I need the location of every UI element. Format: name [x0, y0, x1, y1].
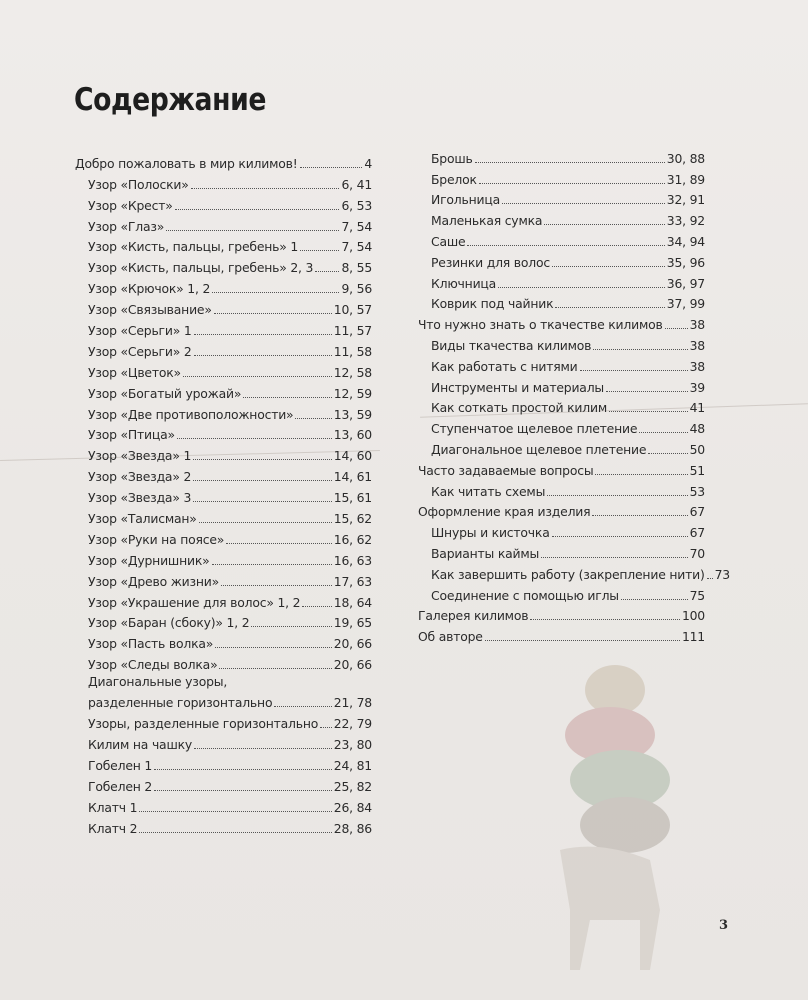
toc-entry-page: 19, 65	[333, 615, 372, 631]
toc-entry-label: Узор «Звезда» 1	[88, 448, 192, 464]
toc-entry-label: Узор «Баран (сбоку)» 1, 2	[88, 615, 250, 631]
toc-entry-page: 15, 61	[333, 490, 372, 506]
toc-entry-page: 21, 78	[333, 695, 372, 711]
toc-entry-page: 18, 64	[333, 594, 372, 610]
toc-entry-label: Об авторе	[418, 629, 483, 645]
dot-leader	[552, 266, 665, 267]
dot-leader	[547, 495, 687, 496]
toc-entry[interactable]	[75, 505, 372, 526]
toc-entry-label: Узор «Серьги» 1	[88, 323, 192, 339]
toc-entry-label: Узор «Звезда» 3	[88, 490, 192, 506]
toc-entry-page: 34, 94	[666, 233, 705, 249]
dot-leader	[191, 188, 340, 189]
toc-entry-page: 20, 66	[333, 636, 372, 652]
toc-entry-page: 50	[689, 441, 705, 457]
toc-entry[interactable]	[75, 484, 372, 505]
toc-entry[interactable]	[75, 213, 372, 234]
toc-entry-label: Диагональное щелевое плетение	[431, 441, 647, 457]
toc-entry-label: Узор «Серьги» 2	[88, 343, 192, 359]
toc-entry-label: Узор «Крючок» 1, 2	[88, 281, 211, 297]
dot-leader	[502, 203, 665, 204]
dot-leader	[580, 370, 688, 371]
camel-kilim-decoration-image	[540, 650, 690, 980]
dot-leader	[498, 287, 665, 288]
toc-entry-label: Клатч 1	[88, 799, 138, 815]
toc-entry-page: 67	[689, 525, 705, 541]
toc-entry-label: Узор «Кисть, пальцы, гребень» 1	[88, 239, 299, 255]
dot-leader	[639, 432, 687, 433]
toc-entry[interactable]	[75, 610, 372, 631]
toc-entry-page: 70	[689, 545, 705, 561]
dot-leader	[315, 271, 339, 272]
toc-entry-label: Что нужно знать о ткачестве килимов	[418, 317, 663, 333]
toc-entry[interactable]	[418, 291, 705, 312]
toc-entry-page: 9, 56	[341, 281, 372, 297]
toc-entry-page: 15, 62	[333, 511, 372, 527]
toc-entry-label: Брошь	[431, 150, 473, 166]
toc-entry[interactable]	[418, 228, 705, 249]
dot-leader	[177, 438, 332, 439]
toc-entry[interactable]	[418, 623, 705, 644]
toc-entry-page: 38	[689, 317, 705, 333]
toc-entry[interactable]	[418, 311, 705, 332]
toc-entry-page: 7, 54	[341, 239, 372, 255]
dot-leader	[609, 411, 688, 412]
dot-leader	[320, 727, 332, 728]
toc-entry-page: 23, 80	[333, 736, 372, 752]
toc-entry-page: 32, 91	[666, 192, 705, 208]
toc-entry[interactable]	[418, 166, 705, 187]
toc-entry-label: Ключница	[431, 275, 497, 291]
toc-entry-page: 51	[689, 462, 705, 478]
toc-entry-label: Узор «Украшение для волос» 1, 2	[88, 594, 301, 610]
toc-entry-label: Узор «Полоски»	[88, 176, 189, 192]
dot-leader	[541, 557, 688, 558]
dot-leader	[212, 564, 332, 565]
dot-leader	[221, 585, 332, 586]
toc-entry[interactable]	[418, 603, 705, 624]
page-title: Содержание	[74, 82, 266, 118]
dot-leader	[183, 376, 332, 377]
toc-entry-page: 73	[714, 566, 730, 582]
toc-entry-page: 16, 62	[333, 531, 372, 547]
toc-entry-label: Узоры, разделенные горизонтально	[88, 716, 319, 732]
toc-entry-label: Коврик под чайник	[431, 296, 554, 312]
toc-entry[interactable]	[75, 526, 372, 547]
toc-entry-page: 67	[689, 504, 705, 520]
dot-leader	[665, 328, 688, 329]
toc-entry-page: 13, 60	[333, 427, 372, 443]
toc-entry-page: 11, 57	[333, 323, 372, 339]
toc-entry[interactable]	[75, 338, 372, 359]
toc-entry-page: 20, 66	[333, 657, 372, 673]
toc-entry-label: Узор «Птица»	[88, 427, 175, 443]
dot-leader	[139, 811, 332, 812]
dot-leader	[154, 790, 332, 791]
toc-entry-page: 48	[689, 421, 705, 437]
toc-entry-page: 28, 86	[333, 820, 372, 836]
toc-entry-label: Узор «Глаз»	[88, 218, 165, 234]
dot-leader	[243, 397, 332, 398]
toc-entry-label: Брелок	[431, 171, 477, 187]
dot-leader	[139, 832, 332, 833]
dot-leader	[215, 647, 332, 648]
toc-entry[interactable]	[75, 359, 372, 380]
dot-leader	[212, 292, 339, 293]
dot-leader	[166, 230, 339, 231]
toc-entry-page: 100	[681, 608, 705, 624]
toc-entry-page: 33, 92	[666, 213, 705, 229]
toc-entry-label: Узор «Крест»	[88, 197, 173, 213]
toc-entry[interactable]	[75, 401, 372, 422]
toc-entry-page: 111	[681, 629, 705, 645]
dot-leader	[193, 501, 332, 502]
toc-entry-page: 8, 55	[341, 260, 372, 276]
toc-entry[interactable]	[75, 630, 372, 651]
toc-entry[interactable]	[418, 540, 705, 561]
dot-leader	[552, 536, 688, 537]
toc-entry[interactable]	[418, 270, 705, 291]
toc-entry-page: 6, 41	[341, 176, 372, 192]
dot-leader	[300, 167, 363, 168]
toc-entry[interactable]	[418, 415, 705, 436]
toc-entry-page: 12, 59	[333, 385, 372, 401]
toc-entry-label: Узор «Дурнишник»	[88, 552, 210, 568]
toc-entry[interactable]	[75, 651, 372, 672]
dot-leader	[592, 515, 687, 516]
toc-entry[interactable]	[75, 275, 372, 296]
toc-entry[interactable]	[75, 317, 372, 338]
toc-entry[interactable]	[418, 519, 705, 540]
toc-entry-page: 14, 61	[333, 469, 372, 485]
toc-entry[interactable]	[75, 672, 372, 689]
toc-entry-label: Гобелен 2	[88, 778, 153, 794]
toc-entry-label: Галерея килимов	[418, 608, 529, 624]
toc-entry-label: Гобелен 1	[88, 757, 153, 773]
dot-leader	[194, 334, 332, 335]
toc-entry[interactable]	[418, 207, 705, 228]
dot-leader	[621, 599, 688, 600]
toc-entry-label: Игольница	[431, 192, 500, 208]
toc-entry-page: 41	[689, 400, 705, 416]
toc-entry-label: Килим на чашку	[88, 736, 193, 752]
dot-leader	[199, 522, 332, 523]
dot-leader	[544, 224, 665, 225]
toc-entry[interactable]	[418, 249, 705, 270]
dot-leader	[606, 391, 688, 392]
dot-leader	[648, 453, 687, 454]
dot-leader	[154, 769, 332, 770]
dot-leader	[219, 668, 331, 669]
toc-entry-label: Саше	[431, 233, 466, 249]
toc-entry-page: 38	[689, 358, 705, 374]
toc-entry[interactable]	[418, 145, 705, 166]
toc-entry-page: 31, 89	[666, 171, 705, 187]
toc-entry-label: Соединение с помощью иглы	[431, 587, 619, 603]
dot-leader	[251, 626, 331, 627]
toc-entry[interactable]	[418, 353, 705, 374]
toc-entry-label: Как читать схемы	[431, 483, 546, 499]
toc-entry[interactable]	[75, 773, 372, 794]
toc-entry-page: 26, 84	[333, 799, 372, 815]
toc-entry-page: 13, 59	[333, 406, 372, 422]
toc-entry-label: Как соткать простой килим	[431, 400, 607, 416]
toc-entry-label: Узор «Древо жизни»	[88, 573, 220, 589]
toc-entry[interactable]	[75, 380, 372, 401]
toc-entry[interactable]	[418, 187, 705, 208]
toc-entry[interactable]	[75, 710, 372, 731]
toc-entry-page: 53	[689, 483, 705, 499]
toc-entry-label: Узор «Кисть, пальцы, гребень» 2, 3	[88, 260, 314, 276]
dot-leader	[295, 418, 331, 419]
toc-entry-label: Как работать с нитями	[431, 358, 578, 374]
dot-leader	[226, 543, 332, 544]
toc-entry-page: 10, 57	[333, 302, 372, 318]
toc-entry[interactable]	[75, 794, 372, 815]
dot-leader	[175, 209, 340, 210]
toc-entry-label: Шнуры и кисточка	[431, 525, 550, 541]
toc-entry[interactable]	[418, 332, 705, 353]
toc-entry-label: Варианты каймы	[431, 545, 540, 561]
dot-leader	[530, 619, 680, 620]
toc-entry-label: Узор «Богатый урожай»	[88, 385, 242, 401]
toc-entry[interactable]	[75, 589, 372, 610]
toc-entry-page: 38	[689, 337, 705, 353]
toc-entry-label: Маленькая сумка	[431, 213, 543, 229]
toc-entry[interactable]	[418, 582, 705, 603]
dot-leader	[194, 748, 332, 749]
toc-entry-label: Резинки для волос	[431, 254, 550, 270]
toc-entry-page: 30, 88	[666, 150, 705, 166]
toc-entry-label: Узор «Руки на поясе»	[88, 531, 225, 547]
toc-entry-label: Узор «Следы волка»	[88, 657, 218, 673]
toc-entry[interactable]	[418, 499, 705, 520]
toc-entry-page: 24, 81	[333, 757, 372, 773]
toc-entry[interactable]	[75, 442, 372, 463]
dot-leader	[193, 480, 332, 481]
dot-leader	[193, 459, 332, 460]
toc-entry[interactable]	[75, 752, 372, 773]
toc-entry[interactable]	[75, 731, 372, 752]
dot-leader	[593, 349, 687, 350]
toc-entry-label: Добро пожаловать в мир килимов!	[75, 155, 298, 171]
toc-entry-page: 7, 54	[341, 218, 372, 234]
dot-leader	[479, 183, 665, 184]
toc-entry-label: Узор «Связывание»	[88, 302, 212, 318]
toc-entry-label: Узор «Талисман»	[88, 511, 197, 527]
toc-entry-label: Узор «Пасть волка»	[88, 636, 214, 652]
toc-entry-label: Инструменты и материалы	[431, 379, 604, 395]
toc-entry-label: Клатч 2	[88, 820, 138, 836]
toc-entry-label: Виды ткачества килимов	[431, 337, 592, 353]
toc-entry[interactable]	[75, 296, 372, 317]
toc-entry[interactable]	[418, 374, 705, 395]
toc-entry[interactable]	[418, 561, 730, 582]
dot-leader	[194, 355, 332, 356]
toc-entry[interactable]	[75, 463, 372, 484]
dot-leader	[300, 250, 339, 251]
toc-entry[interactable]	[75, 689, 372, 710]
toc-entry[interactable]	[75, 254, 372, 275]
page-number: 3	[719, 918, 729, 933]
toc-entry-page: 36, 97	[666, 275, 705, 291]
toc-entry[interactable]	[75, 422, 372, 443]
toc-left-column	[75, 150, 372, 836]
toc-entry-page: 12, 58	[333, 364, 372, 380]
toc-entry-label: Узор «Цветок»	[88, 364, 181, 380]
toc-right-column	[418, 145, 730, 645]
dot-leader	[467, 245, 664, 246]
toc-entry-page: 4	[364, 155, 372, 171]
toc-entry[interactable]	[418, 457, 705, 478]
toc-entry-page: 25, 82	[333, 778, 372, 794]
toc-entry[interactable]	[75, 568, 372, 589]
toc-entry-label: Оформление края изделия	[418, 504, 591, 520]
toc-entry[interactable]	[418, 478, 705, 499]
toc-entry-label: Диагональные узоры,	[88, 674, 228, 690]
toc-entry-page: 39	[689, 379, 705, 395]
toc-entry[interactable]	[75, 171, 372, 192]
toc-entry[interactable]	[75, 234, 372, 255]
toc-entry-page: 16, 63	[333, 552, 372, 568]
toc-entry-page: 11, 58	[333, 343, 372, 359]
toc-entry[interactable]	[75, 192, 372, 213]
toc-entry-page: 75	[689, 587, 705, 603]
toc-entry-label: Узор «Звезда» 2	[88, 469, 192, 485]
toc-entry[interactable]	[75, 815, 372, 836]
dot-leader	[302, 606, 331, 607]
toc-entry[interactable]	[418, 436, 705, 457]
toc-entry-page: 14, 60	[333, 448, 372, 464]
toc-entry-label: Узор «Две противоположности»	[88, 406, 294, 422]
toc-entry-label: разделенные горизонтально	[88, 695, 273, 711]
toc-entry[interactable]	[75, 150, 372, 171]
toc-entry-label: Как завершить работу (закрепление нити)	[431, 566, 705, 582]
toc-entry[interactable]	[75, 547, 372, 568]
toc-entry-page: 6, 53	[341, 197, 372, 213]
toc-entry-page: 17, 63	[333, 573, 372, 589]
dot-leader	[214, 313, 332, 314]
dot-leader	[475, 162, 665, 163]
dot-leader	[485, 640, 680, 641]
dot-leader	[707, 578, 713, 579]
toc-entry[interactable]	[418, 395, 705, 416]
toc-entry-label: Часто задаваемые вопросы	[418, 462, 594, 478]
dot-leader	[595, 474, 687, 475]
dot-leader	[555, 307, 664, 308]
dot-leader	[274, 706, 331, 707]
toc-entry-label: Ступенчатое щелевое плетение	[431, 421, 638, 437]
toc-entry-page: 35, 96	[666, 254, 705, 270]
toc-entry-page: 22, 79	[333, 716, 372, 732]
toc-entry-page: 37, 99	[666, 296, 705, 312]
